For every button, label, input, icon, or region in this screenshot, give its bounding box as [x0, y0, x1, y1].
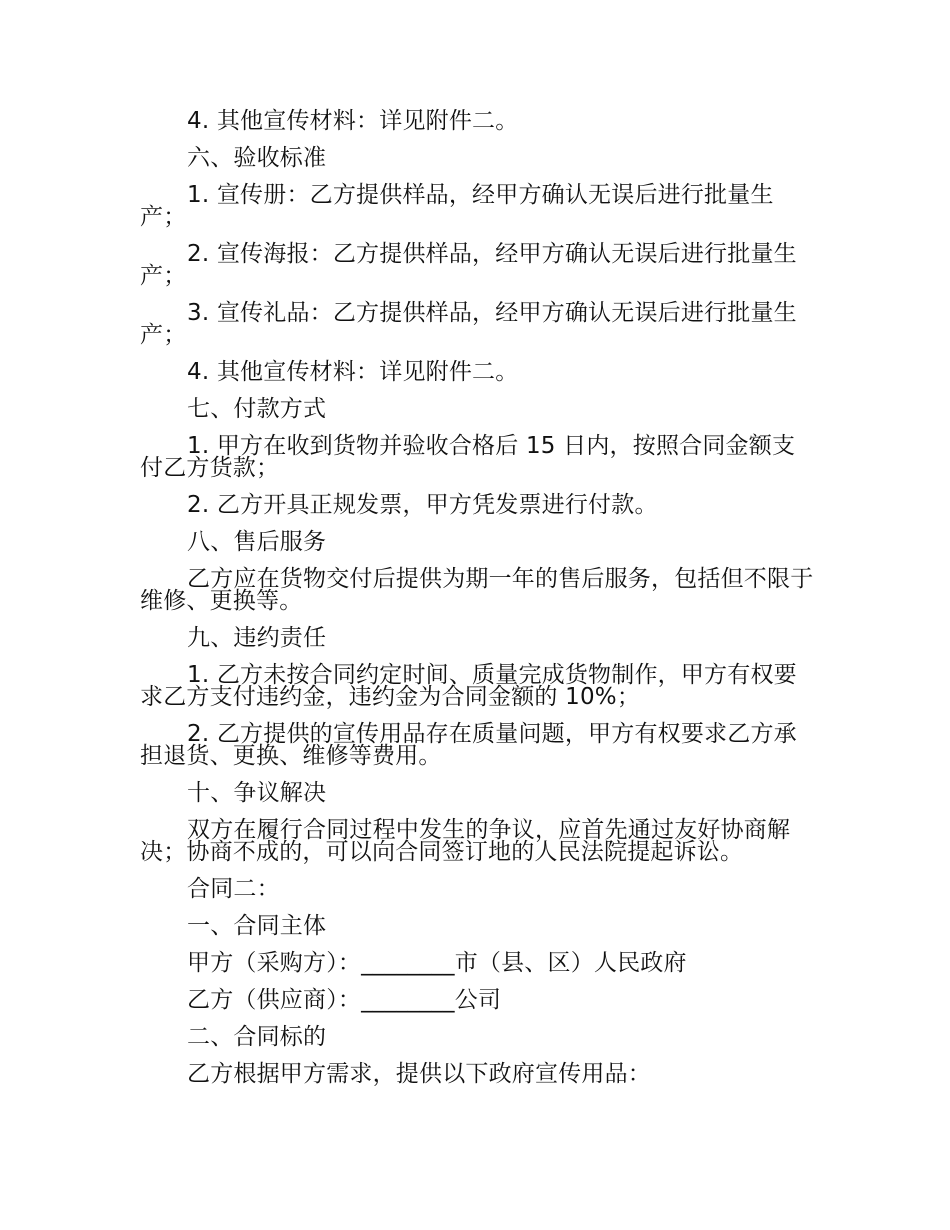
party-a-line: 甲方（采购方）：________市（县、区）人民政府	[187, 950, 687, 976]
acceptance-item-gift: 3. 宣传礼品：乙方提供样品，经甲方确认无误后进行批量生产；	[140, 300, 797, 348]
item-4-other-materials: 4. 其他宣传材料：详见附件二。	[187, 108, 519, 134]
contract-two-title: 合同二：	[187, 876, 280, 902]
after-sales-paragraph: 乙方应在货物交付后提供为期一年的售后服务，包括但不限于维修、更换等。	[140, 566, 814, 614]
subject-paragraph: 乙方根据甲方需求，提供以下政府宣传用品：	[187, 1061, 651, 1087]
payment-item-2: 2. 乙方开具正规发票，甲方凭发票进行付款。	[187, 492, 658, 518]
dispute-paragraph: 双方在履行合同过程中发生的争议，应首先通过友好协商解决；协商不成的，可以向合同签订地的人民法院提起诉讼。	[140, 817, 791, 865]
liability-item-2: 2. 乙方提供的宣传用品存在质量问题，甲方有权要求乙方承担退货、更换、维修等费用。	[140, 721, 797, 769]
section-heading-after-sales: 八、售后服务	[187, 529, 327, 555]
section-heading-parties: 一、合同主体	[187, 913, 327, 939]
party-b-line: 乙方（供应商）：________公司	[187, 987, 502, 1013]
acceptance-item-brochure: 1. 宣传册：乙方提供样品，经甲方确认无误后进行批量生产；	[140, 182, 774, 230]
liability-item-1: 1. 乙方未按合同约定时间、质量完成货物制作，甲方有权要求乙方支付违约金，违约金为合同金额的 10%；	[140, 662, 797, 710]
section-heading-payment: 七、付款方式	[187, 396, 327, 422]
section-heading-subject: 二、合同标的	[187, 1024, 327, 1050]
payment-item-1: 1. 甲方在收到货物并验收合格后 15 日内，按照合同金额支付乙方货款；	[140, 433, 796, 481]
section-heading-liability: 九、违约责任	[187, 625, 327, 651]
section-heading-dispute: 十、争议解决	[187, 780, 327, 806]
section-heading-acceptance: 六、验收标准	[187, 145, 327, 171]
acceptance-item-poster: 2. 宣传海报：乙方提供样品，经甲方确认无误后进行批量生产；	[140, 241, 797, 289]
acceptance-item-other: 4. 其他宣传材料：详见附件二。	[187, 359, 519, 385]
